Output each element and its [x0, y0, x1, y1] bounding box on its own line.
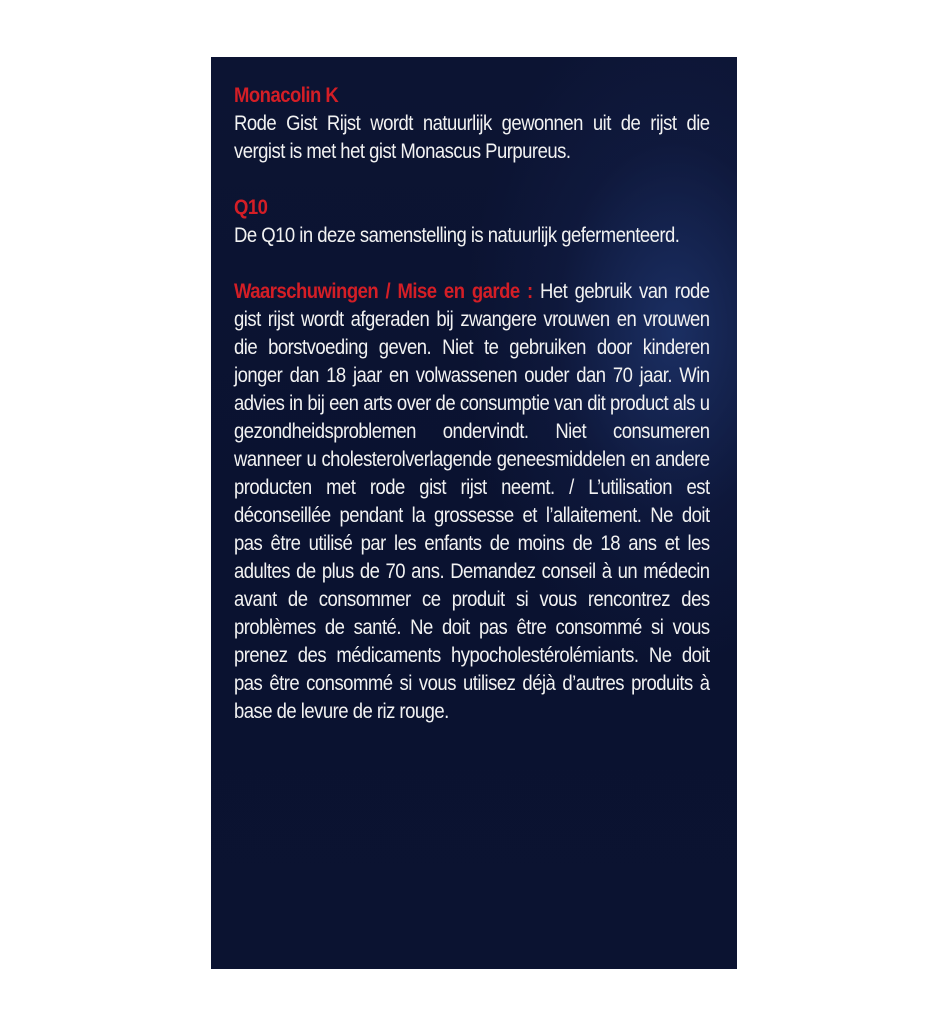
monacolin-text: Rode Gist Rijst wordt natuurlijk gewonnen uit de rijst die vergist is met het gist Monascus Purpureus.: [234, 111, 710, 163]
warning-section: [234, 277, 710, 725]
q10-text: De Q10 in deze samenstelling is natuurlijk gefermenteerd.: [234, 223, 680, 247]
warning-heading: Waarschuwingen / Mise en garde :: [234, 279, 540, 303]
monacolin-section: [234, 81, 710, 165]
monacolin-heading: Monacolin K: [234, 83, 339, 107]
label-panel: [211, 57, 737, 969]
q10-heading: Q10: [234, 195, 268, 219]
label-content: [234, 81, 710, 753]
q10-section: [234, 193, 710, 249]
warning-text: Het gebruik van rode gist rijst wordt afgeraden bij zwangere vrouwen en vrouwen die borstvoeding geven. Niet te gebruiken door kinderen jonger dan 18 jaar en volwassenen ouder dan 70 jaar. Win advies in bij een arts over de consumptie van dit product als u gezondheidsproblemen ondervindt. Niet consumeren wanneer u cholesterolverlagende geneesmiddelen en andere producten met rode gist rijst neemt. / L’utilisation est déconseillée pendant la grossesse et l’allaitement. Ne doit pas être utilisé par les enfants de moins de 18 ans et les adultes de plus de 70 ans. Demandez conseil à un médecin avant de consommer ce produit si vous rencontrez des problèmes de santé. Ne doit pas être consommé si vous prenez des médicaments hypocholestérolémiants. Ne doit pas être consommé si vous utilisez déjà d’autres produits à base de levure de riz rouge.: [234, 279, 710, 723]
